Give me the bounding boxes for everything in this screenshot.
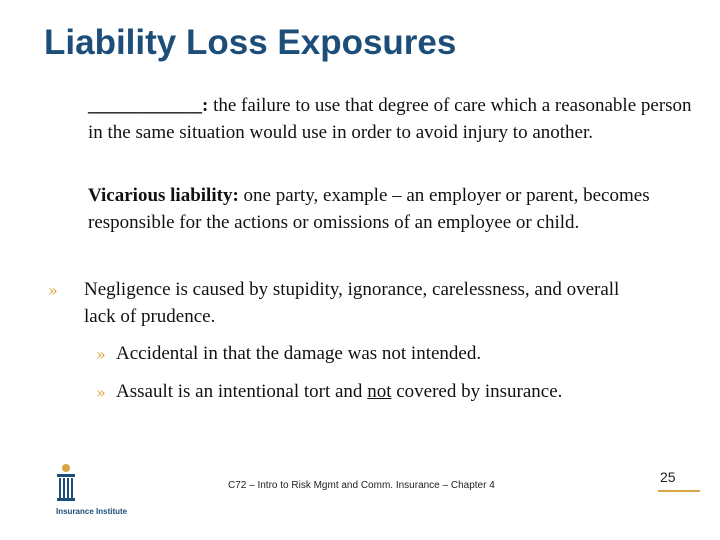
definition-text: the failure to use that degree of care which a reasonable person in the same situation would use in order to avoid injury to another.	[88, 95, 692, 143]
sub-bullet-text-pre: Assault is an intentional tort and	[116, 381, 368, 402]
sub-bullet-text-post: covered by insurance.	[391, 381, 563, 402]
slide-title: Liability Loss Exposures	[44, 23, 457, 62]
bullet-icon: »	[96, 383, 106, 402]
bullet-icon: »	[96, 345, 106, 364]
pillar-icon	[56, 462, 136, 508]
footer-course-text: C72 – Intro to Risk Mgmt and Comm. Insurance – Chapter 4	[228, 480, 495, 491]
sub-bullet-text	[116, 378, 676, 405]
footer-accent-rule	[658, 490, 700, 492]
vicarious-text: one party, example – an employer or parent, becomes responsible for the actions or omissions of an employee or child.	[88, 185, 650, 233]
logo-text: Insurance Institute	[56, 507, 128, 516]
definition-colon: :	[202, 95, 209, 116]
insurance-institute-logo	[56, 462, 136, 522]
page-number: 25	[660, 469, 676, 485]
underlined-not: not	[367, 381, 392, 402]
bullet-text: Negligence is caused by stupidity, ignorance, carelessness, and overall lack of prudence.	[84, 279, 620, 327]
bullet-icon: »	[48, 281, 58, 300]
vicarious-term: Vicarious liability:	[88, 185, 239, 206]
vicarious-paragraph	[88, 182, 700, 236]
fill-in-blank: ____________	[88, 95, 202, 116]
definition-paragraph	[88, 92, 700, 146]
sub-bullet-text: Accidental in that the damage was not intended.	[116, 343, 482, 364]
